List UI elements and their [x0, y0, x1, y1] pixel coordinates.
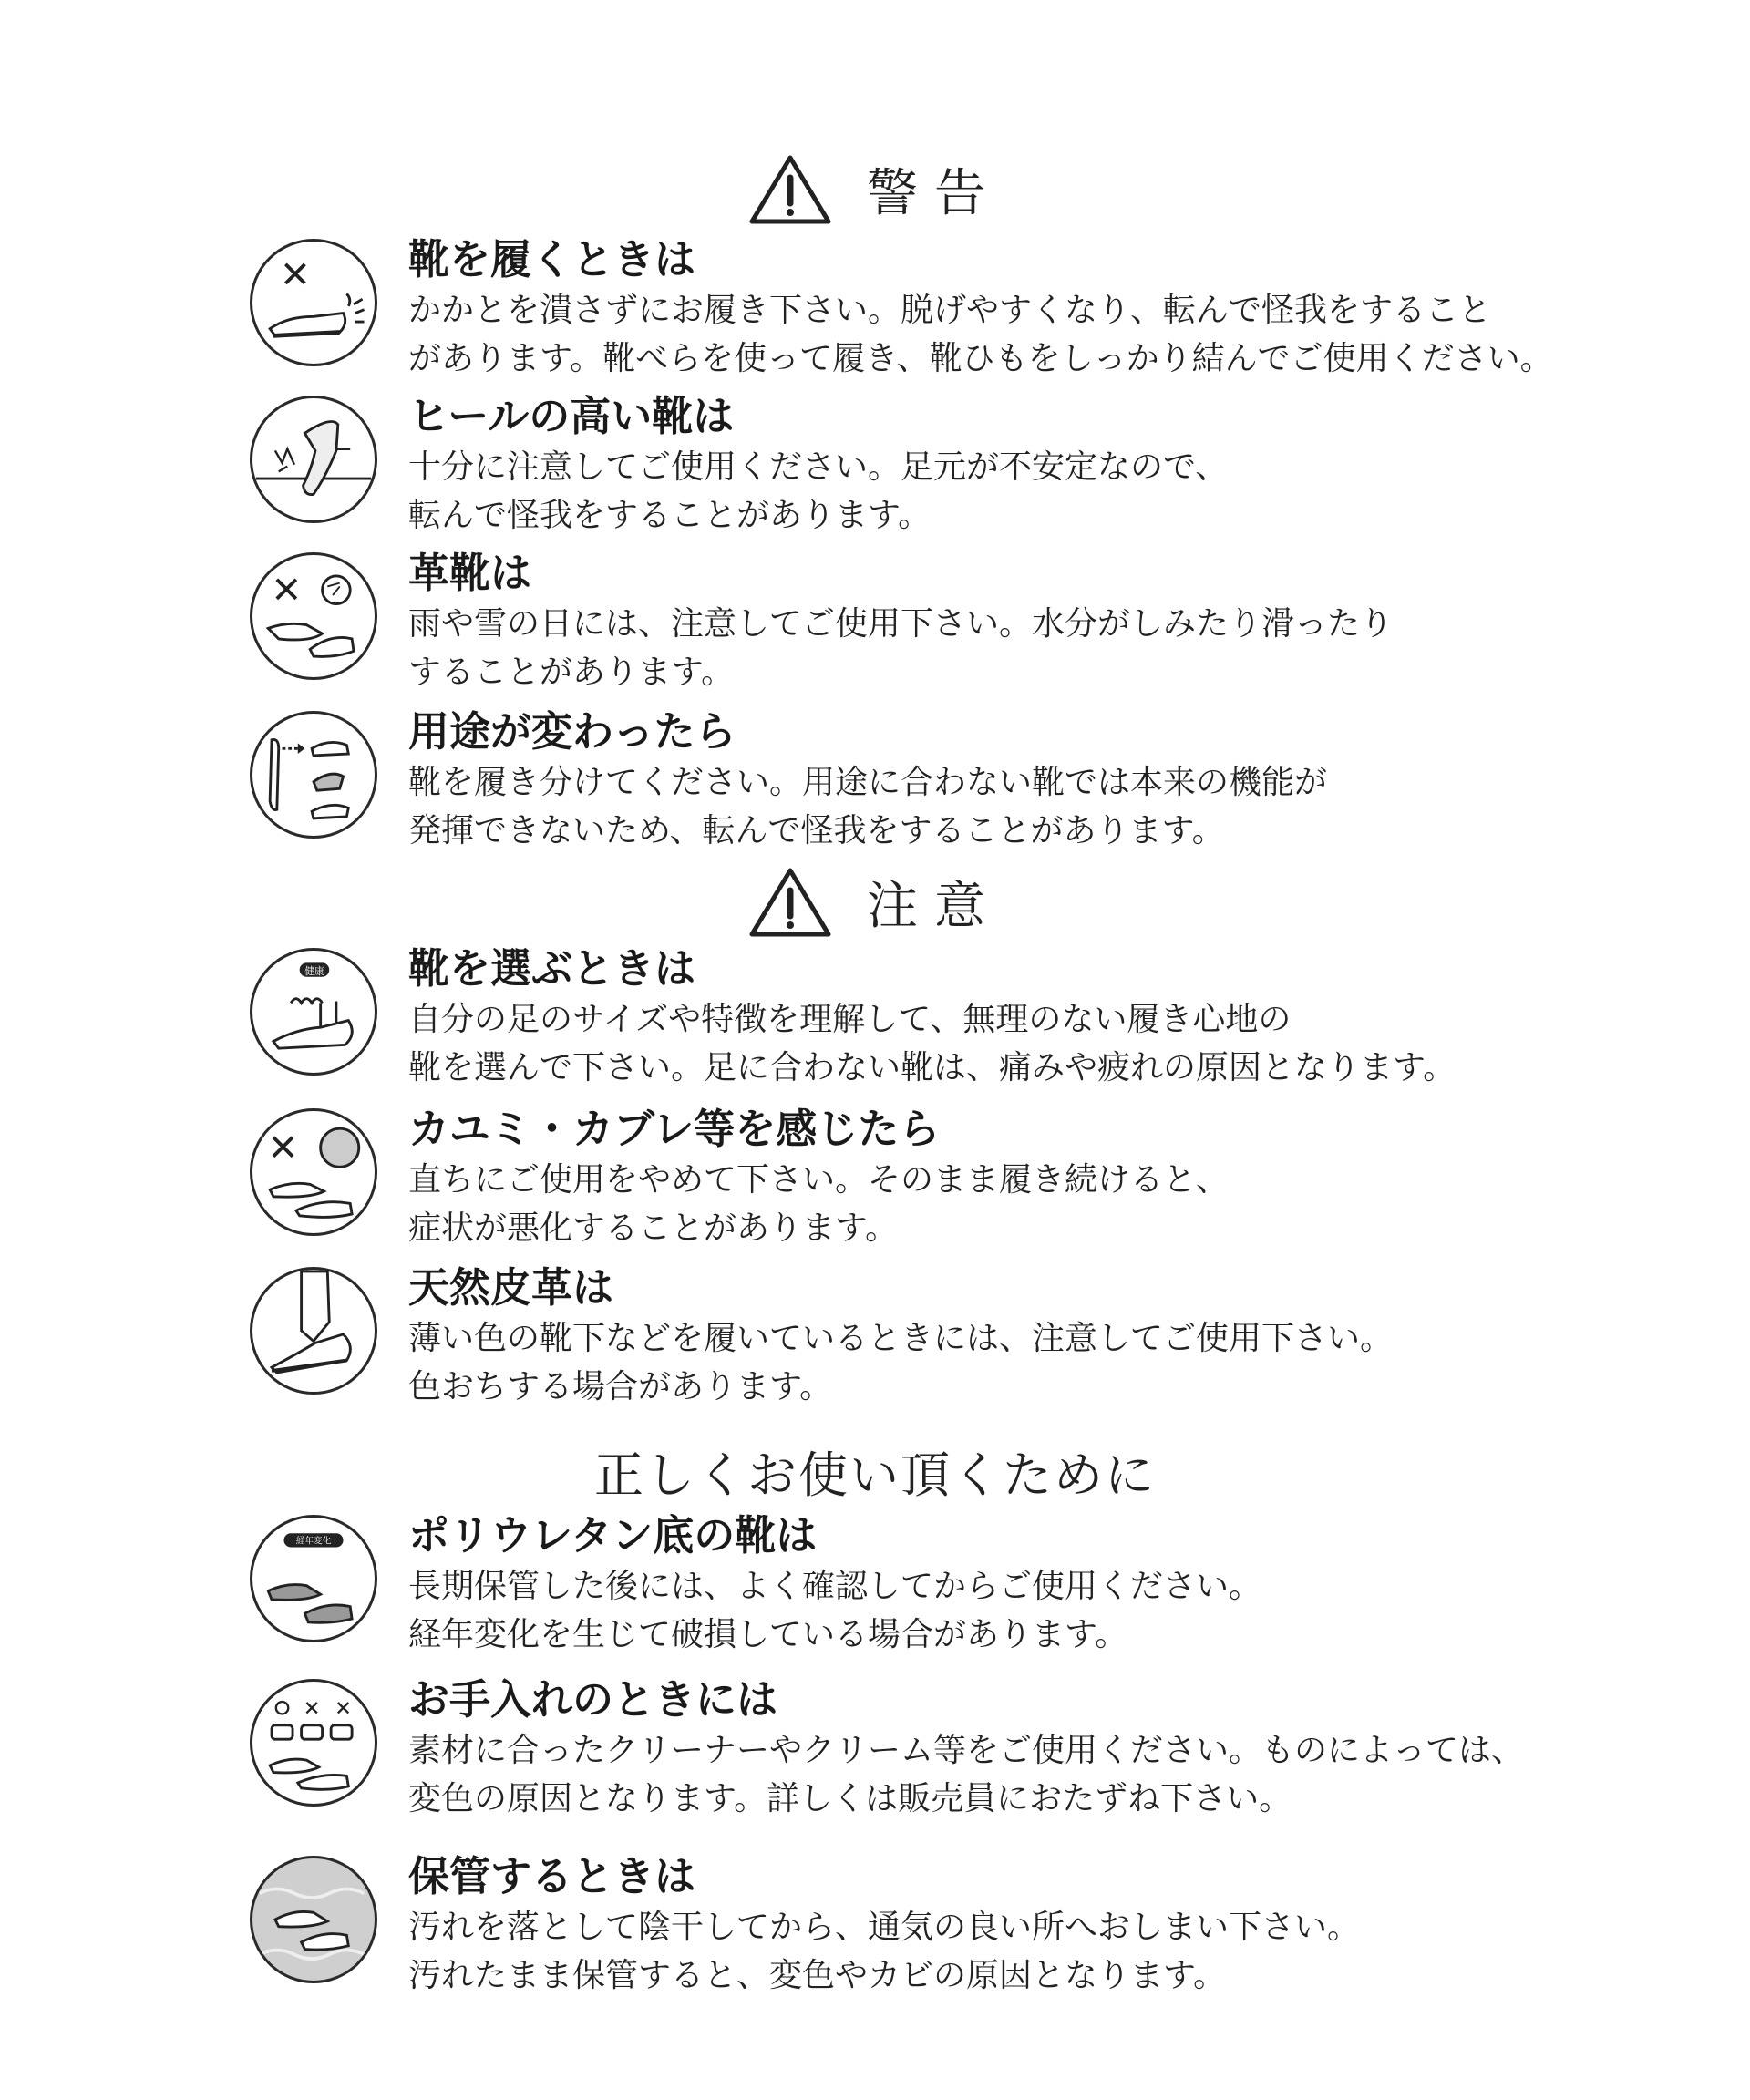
item-title: 保管するときは — [408, 1852, 696, 1900]
item-text-line: 転んで怪我をすることがあります。 — [408, 497, 932, 534]
item-text-line: があります。靴べらを使って履き、靴ひもをしっかり結んでご使用ください。 — [408, 340, 1553, 377]
item-text-line: 経年変化を生じて破損している場合があります。 — [408, 1616, 1128, 1653]
item-text-line: 自分の足のサイズや特徴を理解して、無理のない履き心地の — [408, 1001, 1292, 1038]
item-text-line: 症状が悪化することがあります。 — [408, 1210, 899, 1247]
item-title: ポリウレタン底の靴は — [408, 1511, 818, 1560]
item-text-line: 素材に合ったクリーナーやクリーム等をご使用ください。ものによっては、 — [408, 1732, 1525, 1769]
warning-item-leather — [239, 543, 1515, 689]
badge-text: 経年変化 — [295, 1536, 332, 1547]
item-text-line: 発揮できないため、転んで怪我をすることがあります。 — [408, 812, 1225, 849]
item-text-line: 雨や雪の日には、注意してご使用下さい。水分がしみたり滑ったり — [408, 605, 1394, 643]
caution-item-choosing — [239, 939, 1515, 1085]
warning-heading-text: 警告 — [867, 164, 1002, 223]
usage-item-storage — [239, 1847, 1515, 1992]
shoe-care-cream-icon — [250, 1679, 377, 1807]
item-text-line: 色おちする場合があります。 — [408, 1368, 833, 1405]
item-text-line: 薄い色の靴下などを履いているときには、注意してご使用下さい。 — [408, 1320, 1394, 1357]
usage-item-care — [239, 1670, 1525, 1817]
item-text-line: 直ちにご使用をやめて下さい。そのまま履き続けると、 — [408, 1161, 1230, 1199]
item-text-line: 長期保管した後には、よく確認してからご使用ください。 — [408, 1568, 1262, 1605]
warning-heading — [0, 153, 1750, 226]
item-text-line: 汚れを落として陰干してから、通気の良い所へおしまい下さい。 — [408, 1909, 1361, 1946]
usage-item-polyurethane — [239, 1506, 1515, 1652]
high-heel-fall-icon — [250, 396, 377, 523]
item-text-line: 靴を選んで下さい。足に合わない靴は、痛みや疲れの原因となります。 — [408, 1049, 1457, 1086]
caution-item-itch — [239, 1099, 1515, 1245]
item-title: カユミ・カブレ等を感じたら — [408, 1105, 941, 1153]
item-title: 靴を履くときは — [408, 235, 696, 283]
badge-text: 健康 — [304, 965, 324, 977]
leather-sock-icon — [250, 1267, 377, 1395]
item-text-line: 靴を履き分けてください。用途に合わない靴では本来の機能が — [408, 764, 1328, 801]
warning-item-purpose — [239, 702, 1515, 848]
warning-item-wearing — [239, 230, 1553, 377]
warning-triangle-icon — [748, 154, 832, 225]
caution-heading — [0, 866, 1750, 939]
shoe-storage-icon — [250, 1856, 377, 1983]
item-text-line: 汚れたまま保管すると、変色やカビの原因となります。 — [408, 1957, 1227, 1994]
item-title: 用途が変わったら — [408, 707, 736, 756]
item-title: 靴を選ぶときは — [408, 944, 696, 993]
item-text-line: かかとを潰さずにお履き下さい。脱げやすくなり、転んで怪我をすること — [408, 292, 1492, 329]
shoe-heel-crush-icon — [250, 239, 377, 366]
item-title: 天然皮革は — [408, 1263, 614, 1312]
proper-use-heading-text: 正しくお使い頂くために — [594, 1446, 1156, 1504]
leather-shoe-rain-icon — [250, 552, 377, 680]
proper-use-heading — [0, 1436, 1750, 1507]
shoe-size-icon — [250, 948, 377, 1076]
item-title: 革靴は — [408, 549, 532, 597]
item-text-line: 十分に注意してご使用ください。足元が不安定なので、 — [408, 448, 1229, 486]
item-title: お手入れのときには — [408, 1675, 778, 1724]
caution-triangle-icon — [748, 867, 832, 938]
caution-heading-text: 注意 — [867, 877, 1002, 936]
item-text-line: 変色の原因となります。詳しくは販売員におたずね下さい。 — [408, 1780, 1292, 1817]
warning-item-high-heel — [239, 386, 1515, 532]
item-title: ヒールの高い靴は — [408, 392, 735, 440]
caution-item-natural-leather — [239, 1258, 1515, 1404]
item-text-line: することがあります。 — [408, 654, 735, 691]
polyurethane-sole-icon — [250, 1515, 377, 1642]
shoe-purpose-icon — [250, 711, 377, 839]
shoe-itch-icon — [250, 1108, 377, 1236]
